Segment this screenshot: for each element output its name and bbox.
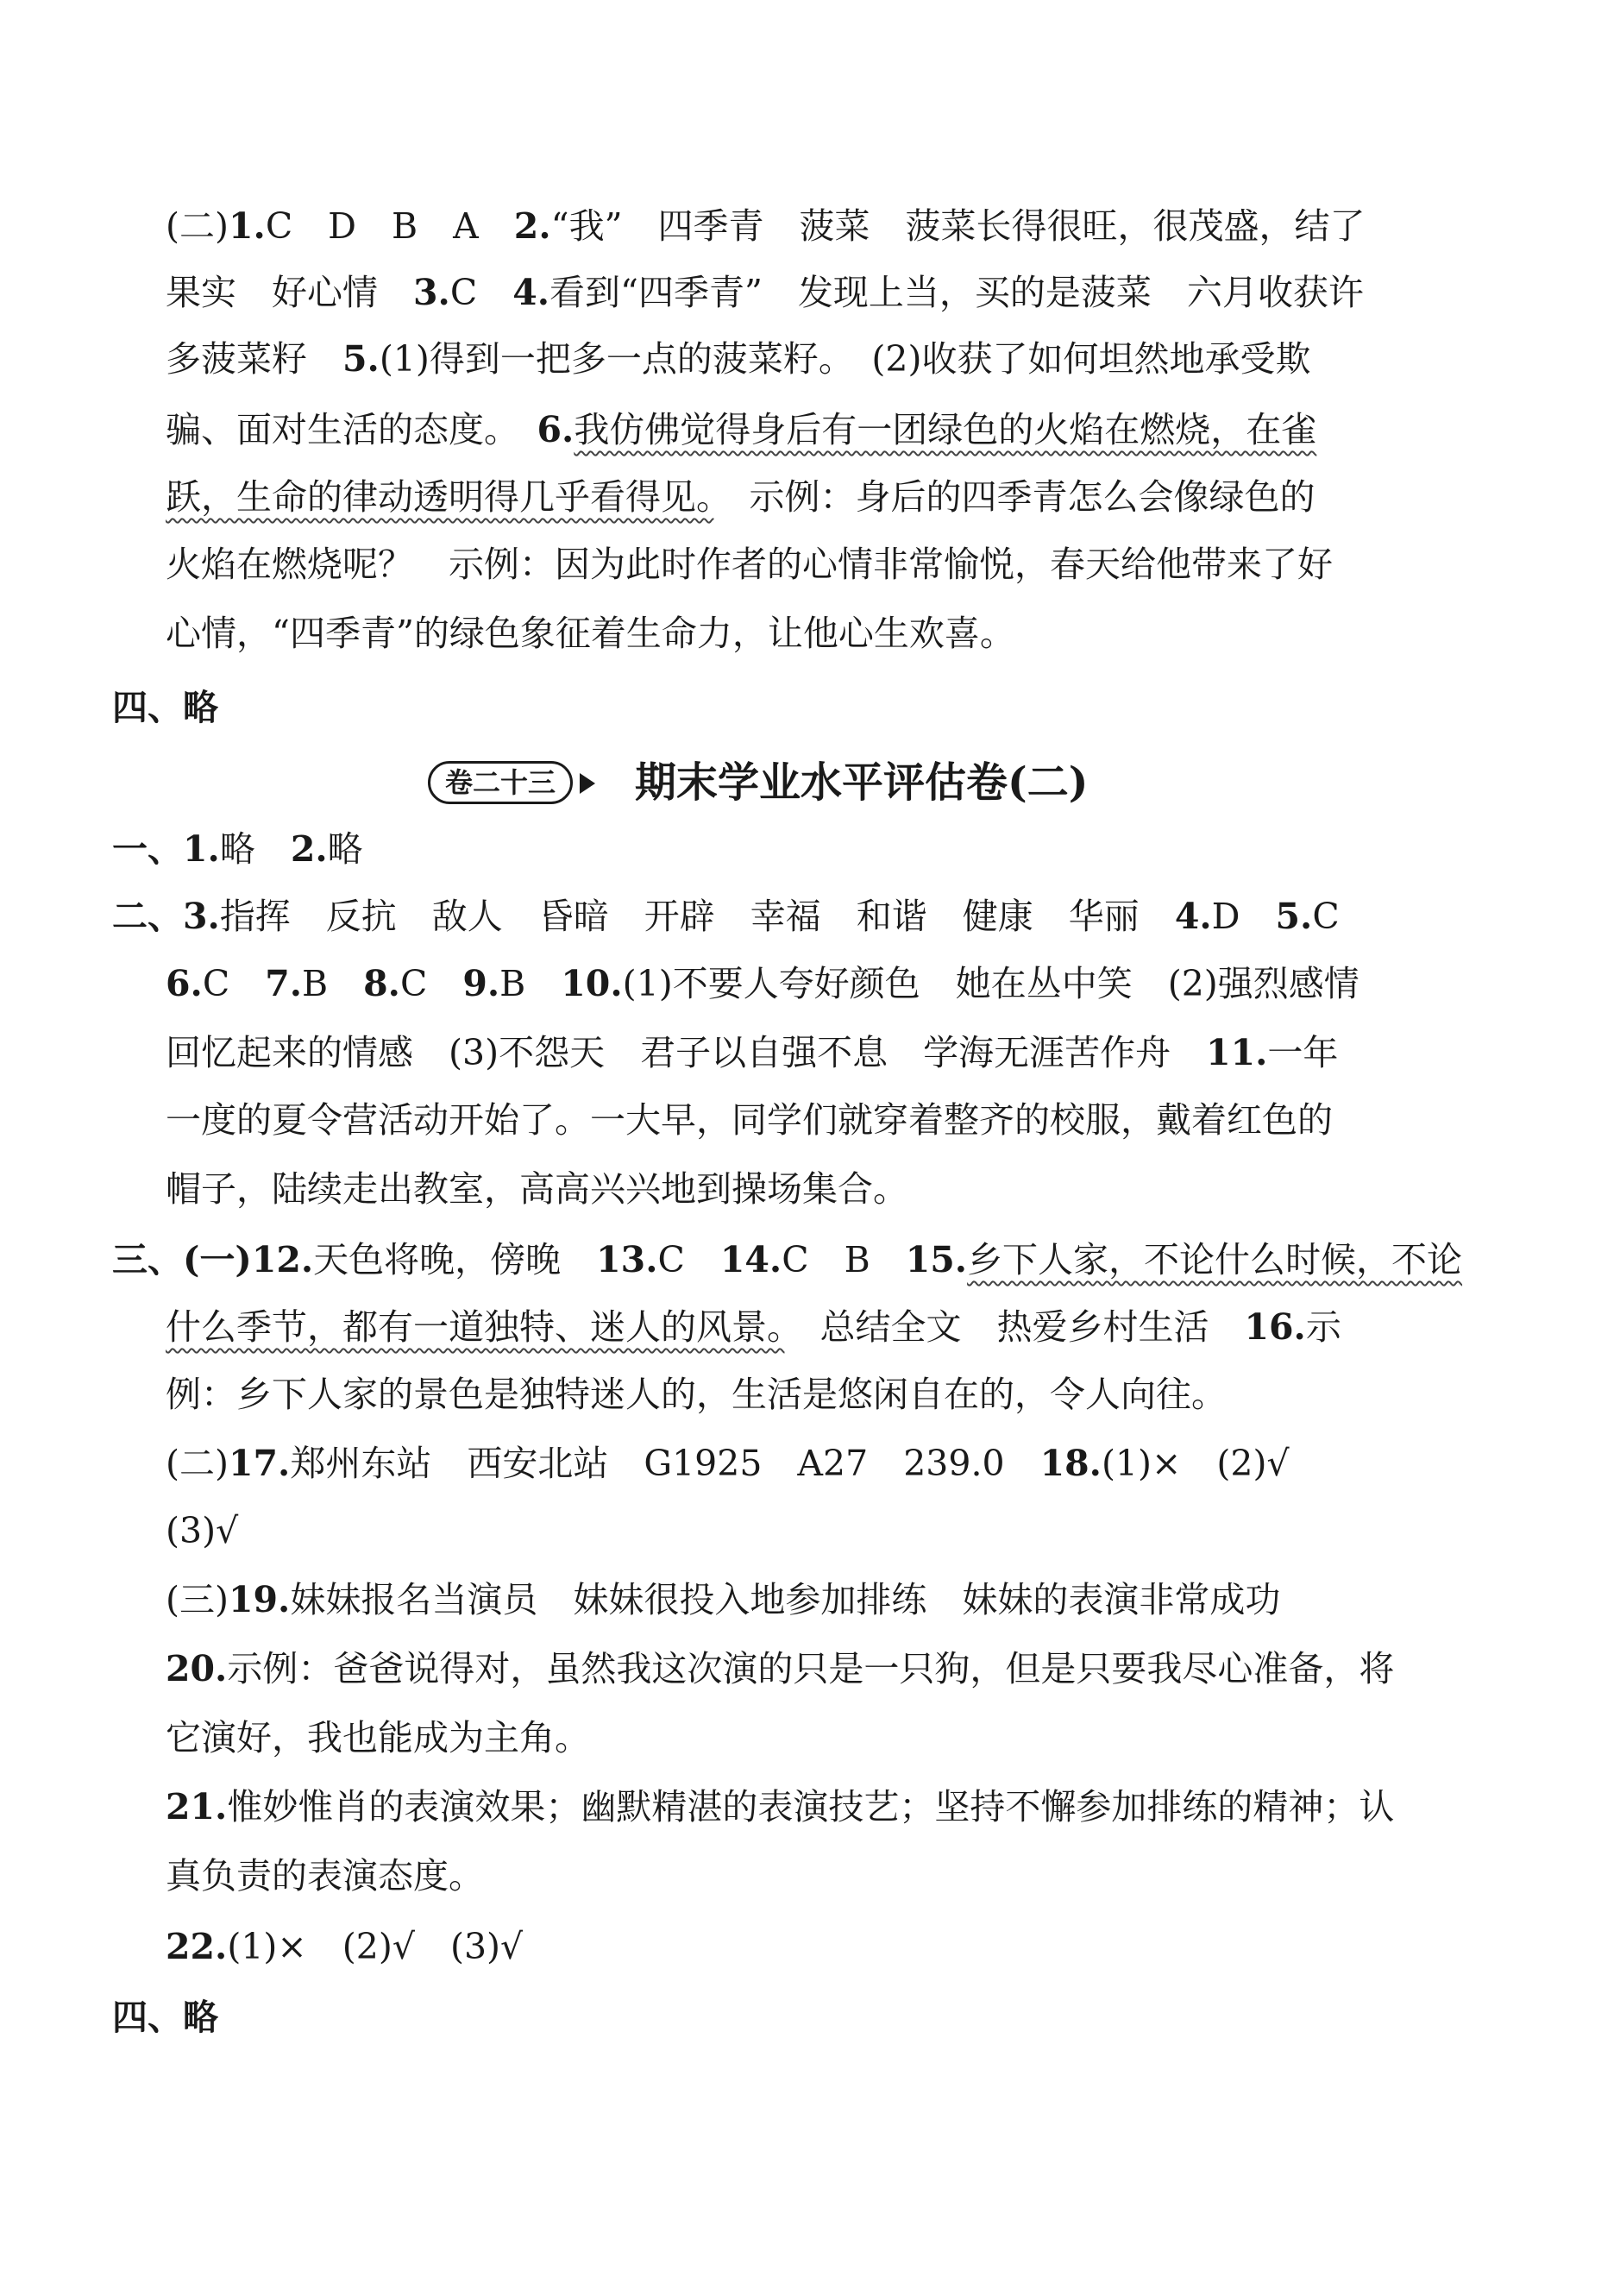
s1-line-4: 骗、面对生活的态度。 6.我仿佛觉得身后有一团绿色的火焰在燃烧，在雀 bbox=[166, 409, 1317, 450]
s2-line-14: 它演好，我也能成为主角。 bbox=[166, 1717, 590, 1758]
s2-line-16: 真负责的表演态度。 bbox=[166, 1855, 484, 1897]
s1-line-5: 跃，生命的律动透明得几乎看得见。 示例：身后的四季青怎么会像绿色的 bbox=[166, 476, 1315, 518]
s2-line-4: 回忆起来的情感 (3)不怨天 君子以自强不息 学海无涯苦作舟 11.一年 bbox=[166, 1032, 1339, 1073]
s2-line-2: 二、3.指挥 反抗 敌人 昏暗 开辟 幸福 和谐 健康 华丽 4.D 5.C bbox=[112, 896, 1340, 937]
s2-line-13: 20.示例：爸爸说得对，虽然我这次演的只是一只狗，但是只要我尽心准备，将 bbox=[166, 1648, 1395, 1689]
section-title: 期末学业水平评估卷(二) bbox=[635, 758, 1089, 807]
s2-line-9: 例：乡下人家的景色是独特迷人的，生活是悠闲自在的，令人向往。 bbox=[166, 1374, 1227, 1415]
underlined-sentence-3: 乡下人家，不论什么时候，不论 bbox=[967, 1239, 1463, 1280]
s1-line-2: 果实 好心情 3.C 4.看到“四季青” 发现上当，买的是菠菜 六月收获许 bbox=[166, 272, 1364, 313]
s2-line-11: (3)√ bbox=[166, 1510, 239, 1551]
s2-line-18: 四、略 bbox=[112, 1997, 218, 2038]
s2-line-5: 一度的夏令营活动开始了。一大早，同学们就穿着整齐的校服，戴着红色的 bbox=[166, 1099, 1333, 1141]
triangle-arrow-icon bbox=[580, 773, 595, 794]
underlined-sentence-4: 什么季节，都有一道独特、迷人的风景。 bbox=[166, 1306, 785, 1348]
section-header bbox=[428, 749, 1204, 818]
s2-line-3: 6.C 7.B 8.C 9.B 10.(1)不要人夸好颜色 她在丛中笑 (2)强烈感情 bbox=[166, 963, 1359, 1004]
s2-line-8: 什么季节，都有一道独特、迷人的风景。 总结全文 热爱乡村生活 16.示 bbox=[166, 1306, 1341, 1348]
s2-line-6: 帽子，陆续走出教室，高高兴兴地到操场集合。 bbox=[166, 1168, 908, 1210]
underlined-sentence-1: 我仿佛觉得身后有一团绿色的火焰在燃烧，在雀 bbox=[574, 409, 1317, 450]
s2-line-17: 22.(1)× (2)√ (3)√ bbox=[166, 1926, 524, 1967]
s2-line-10: (二)17.郑州东站 西安北站 G1925 A27 239.0 18.(1)× (2)√ bbox=[166, 1443, 1290, 1484]
s2-line-1: 一、1.略 2.略 bbox=[112, 828, 363, 870]
s1-line-3: 多菠菜籽 5.(1)得到一把多一点的菠菜籽。 (2)收获了如何坦然地承受欺 bbox=[166, 338, 1311, 380]
s2-line-15: 21.惟妙惟肖的表演效果；幽默精湛的表演技艺；坚持不懈参加排练的精神；认 bbox=[166, 1786, 1395, 1827]
underlined-sentence-2: 跃，生命的律动透明得几乎看得见。 bbox=[166, 476, 714, 518]
s1-line-1: (二)1.C D B A 2.“我” 四季青 菠菜 菠菜长得很旺，很茂盛，结了 bbox=[166, 205, 1366, 247]
s1-line-8: 四、略 bbox=[112, 687, 218, 728]
s1-line-7: 心情，“四季青”的绿色象征着生命力，让他心生欢喜。 bbox=[166, 613, 1015, 654]
s1-line-6: 火焰在燃烧呢？ 示例：因为此时作者的心情非常愉悦，春天给他带来了好 bbox=[166, 544, 1333, 585]
paper-badge: 卷二十三 bbox=[428, 761, 573, 804]
s2-line-12: (三)19.妹妹报名当演员 妹妹很投入地参加排练 妹妹的表演非常成功 bbox=[166, 1579, 1281, 1620]
s2-line-7: 三、(一)12.天色将晚，傍晚 13.C 14.C B 15.乡下人家，不论什么时候，不论 bbox=[112, 1239, 1463, 1280]
